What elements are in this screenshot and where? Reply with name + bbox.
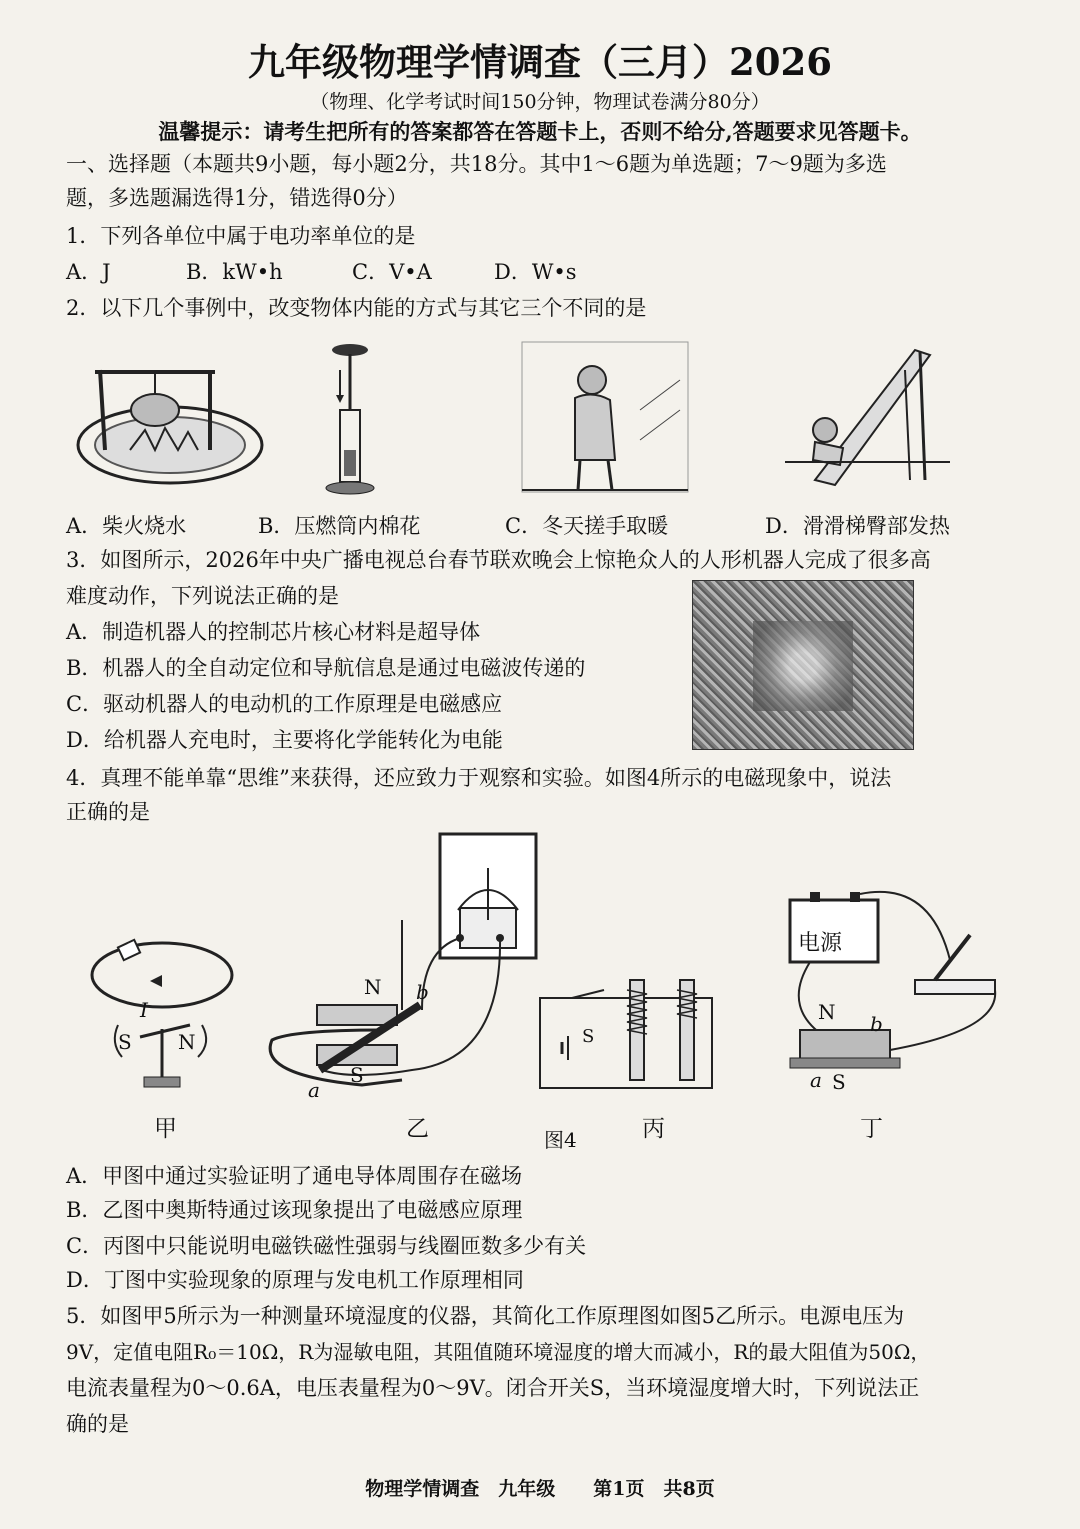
label-yi-a: a	[308, 1078, 320, 1102]
caption-yi: 乙	[406, 1116, 429, 1142]
slide-figure	[785, 330, 950, 500]
robot-photo	[692, 580, 914, 750]
label-jia-s: S	[118, 1030, 132, 1054]
label-yi-b: b	[416, 980, 429, 1004]
q1-option-a: A．J	[66, 260, 111, 284]
page-title: 九年级物理学情调查（三月）2026	[248, 40, 832, 84]
label-ding-a: a	[810, 1068, 822, 1092]
label-ding-n: N	[818, 1000, 836, 1024]
q4-option-c: C．丙图中只能说明电磁铁磁性强弱与线圈匝数多少有关	[66, 1234, 587, 1258]
q4-option-a: A．甲图中通过实验证明了通电导体周围存在磁场	[66, 1164, 523, 1188]
caption-bing: 丙	[642, 1116, 665, 1142]
label-yi-s: S	[350, 1063, 364, 1087]
notice-text: 温馨提示：请考生把所有的答案都答在答题卡上，否则不给分,答题要求见答题卡。	[158, 119, 922, 144]
section-heading-line2: 题，多选题漏选得1分，错选得0分）	[66, 186, 408, 210]
fire-piston-figure	[320, 340, 380, 500]
q5-line3: 电流表量程为0～0.6A，电压表量程为0～9V。闭合开关S，当环境湿度增大时，下列说法正	[66, 1376, 920, 1400]
q1-option-b: B．kW•h	[186, 260, 283, 284]
q4-stem-line1: 4．真理不能单靠“思维”来获得，还应致力于观察和实验。如图4所示的电磁现象中，说法	[66, 766, 892, 790]
label-power-source: 电源	[798, 931, 843, 956]
label-jia-n: N	[178, 1030, 196, 1054]
caption-ding: 丁	[860, 1116, 883, 1142]
q3-stem-line1: 3．如图所示，2026年中央广播电视总台春节联欢晚会上惊艳众人的人形机器人完成了很多高	[66, 548, 931, 572]
q5-line4: 确的是	[66, 1412, 129, 1436]
label-yi-n: N	[364, 975, 382, 999]
campfire-kettle-figure	[70, 350, 270, 500]
exam-subtitle: （物理、化学考试时间150分钟，物理试卷满分80分）	[310, 91, 770, 113]
rubbing-hands-figure	[520, 340, 690, 500]
caption-jia: 甲	[154, 1116, 177, 1142]
q2-option-d: D．滑滑梯臀部发热	[765, 514, 950, 538]
q2-stem: 2．以下几个事例中，改变物体内能的方式与其它三个不同的是	[66, 296, 647, 320]
q1-option-c: C．V•A	[352, 260, 432, 284]
q5-line1: 5．如图甲5所示为一种测量环境湿度的仪器，其简化工作原理图如图5乙所示。电源电压为	[66, 1304, 905, 1328]
figure-yi-induction	[262, 830, 542, 1100]
figure-4-caption: 图4	[544, 1128, 577, 1152]
q4-option-d: D．丁图中实验现象的原理与发电机工作原理相同	[66, 1268, 524, 1292]
q3-option-d: D．给机器人充电时，主要将化学能转化为电能	[66, 728, 503, 752]
page-footer: 物理学情调查 九年级 第1页 共8页	[365, 1478, 715, 1500]
figure-bing-electromagnets	[532, 970, 722, 1095]
q4-option-b: B．乙图中奥斯特通过该现象提出了电磁感应原理	[66, 1198, 523, 1222]
q2-option-b: B．压燃筒内棉花	[258, 514, 421, 538]
q3-stem-line2: 难度动作，下列说法正确的是	[66, 584, 339, 608]
q4-stem-line2: 正确的是	[66, 800, 150, 824]
q1-stem: 1．下列各单位中属于电功率单位的是	[66, 224, 416, 248]
q5-line2: 9V，定值电阻R₀＝10Ω，R为湿敏电阻，其阻值随环境湿度的增大而减小，R的最大阻值为50Ω，	[66, 1340, 931, 1364]
q2-option-c: C．冬天搓手取暖	[505, 514, 669, 538]
label-bing-s: S	[582, 1026, 595, 1047]
label-current-i: I	[140, 998, 148, 1022]
q3-option-b: B．机器人的全自动定位和导航信息是通过电磁波传递的	[66, 656, 586, 680]
q3-option-a: A．制造机器人的控制芯片核心材料是超导体	[66, 620, 481, 644]
q1-option-d: D．W•s	[494, 260, 577, 284]
figure-ding-motor	[770, 890, 1010, 1100]
section-heading-line1: 一、选择题（本题共9小题，每小题2分，共18分。其中1～6题为单选题；7～9题为多选	[66, 152, 887, 176]
label-ding-b: b	[870, 1012, 883, 1036]
label-ding-s: S	[832, 1070, 846, 1094]
q3-option-c: C．驱动机器人的电动机的工作原理是电磁感应	[66, 692, 503, 716]
q2-option-a: A．柴火烧水	[66, 514, 187, 538]
figure-jia-oersted	[80, 925, 240, 1100]
